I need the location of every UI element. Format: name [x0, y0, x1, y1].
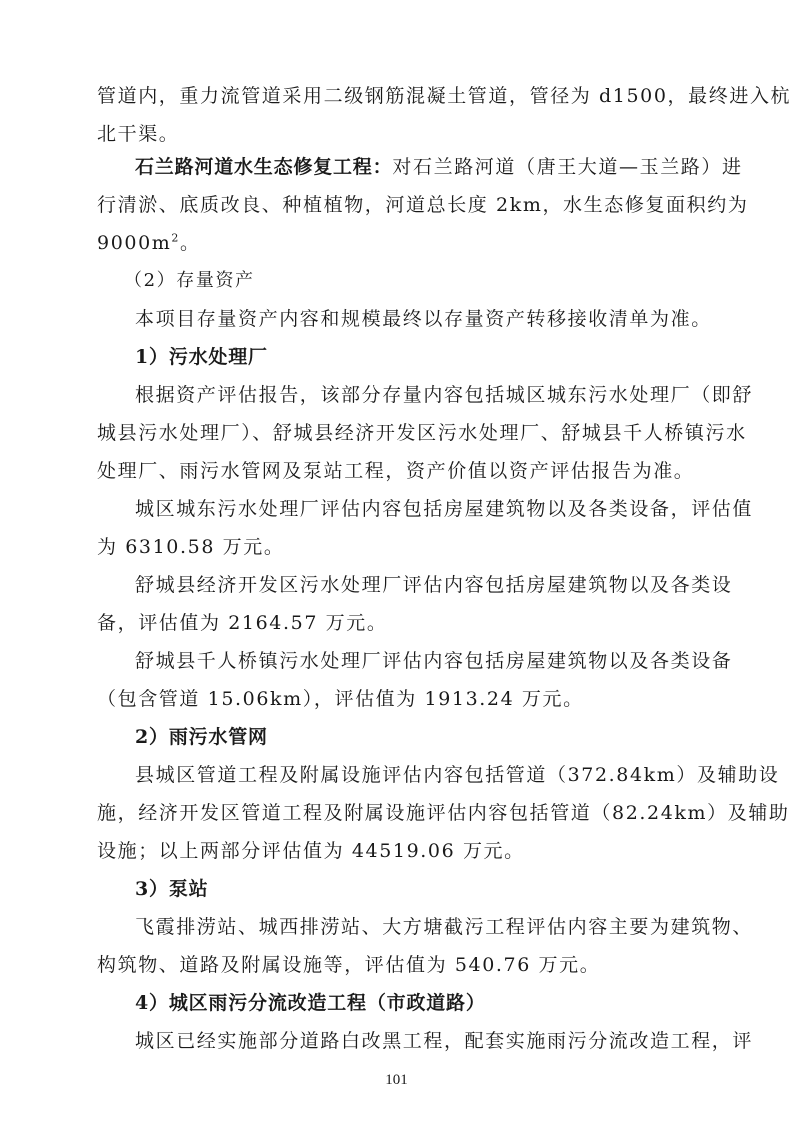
paragraph-line: 备，评估值为 2164.57 万元。	[97, 612, 388, 634]
paragraph-line: （包含管道 15.06km），评估值为 1913.24 万元。	[97, 688, 584, 710]
paragraph-line: 城区城东污水处理厂评估内容包括房屋建筑物以及各类设备，评估值	[135, 498, 754, 520]
section-heading: 1）污水处理厂	[135, 346, 268, 368]
paragraph-line: 城区已经实施部分道路白改黑工程，配套实施雨污分流改造工程，评	[135, 1030, 754, 1052]
paragraph-line: 本项目存量资产内容和规模最终以存量资产转移接收清单为准。	[135, 308, 712, 330]
paragraph-line: 舒城县经济开发区污水处理厂评估内容包括房屋建筑物以及各类设	[135, 574, 733, 596]
section-heading: 2）雨污水管网	[135, 726, 268, 748]
section-heading: 4）城区雨污分流改造工程（市政道路）	[135, 992, 486, 1014]
paragraph-line: 根据资产评估报告，该部分存量内容包括城区城东污水处理厂（即舒	[135, 384, 754, 406]
paragraph-text: 对石兰路河道（唐王大道—玉兰路）进	[392, 156, 743, 178]
inline-heading: 石兰路河道水生态修复工程：	[135, 156, 393, 178]
paragraph-line: 城县污水处理厂）、舒城县经济开发区污水处理厂、舒城县千人桥镇污水	[97, 422, 747, 444]
paragraph-text: 。	[179, 232, 201, 254]
paragraph-line: 设施；以上两部分评估值为 44519.06 万元。	[97, 840, 525, 862]
paragraph-line: 管道内，重力流管道采用二级钢筋混凝土管道，管径为 d1500，最终进入杭	[97, 85, 792, 107]
area-superscript: 2	[171, 231, 180, 245]
paragraph-line	[135, 153, 743, 181]
paragraph-line: 构筑物、道路及附属设施等，评估值为 540.76 万元。	[97, 954, 601, 976]
area-value: 9000m	[97, 232, 172, 254]
paragraph-line: 行清淤、底质改良、种植植物，河道总长度 2km，水生态修复面积约为	[97, 194, 749, 216]
paragraph-line: 为 6310.58 万元。	[97, 536, 285, 558]
paragraph-line	[97, 229, 697, 257]
paragraph-line: 施，经济开发区管道工程及附属设施评估内容包括管道（82.24km）及辅助	[97, 802, 790, 824]
paragraph-line: 舒城县千人桥镇污水处理厂评估内容包括房屋建筑物以及各类设备	[135, 650, 733, 672]
paragraph-line: 处理厂、雨污水管网及泵站工程，资产价值以资产评估报告为准。	[97, 460, 695, 482]
section-heading: 3）泵站	[135, 878, 209, 900]
section-subheading: （2）存量资产	[124, 270, 255, 291]
paragraph-line: 县城区管道工程及附属设施评估内容包括管道（372.84km）及辅助设	[135, 764, 780, 786]
paragraph-line: 飞霞排涝站、城西排涝站、大方塘截污工程评估内容主要为建筑物、	[135, 916, 754, 938]
page-number: 101	[385, 1072, 408, 1088]
paragraph-line: 北干渠。	[97, 123, 180, 145]
